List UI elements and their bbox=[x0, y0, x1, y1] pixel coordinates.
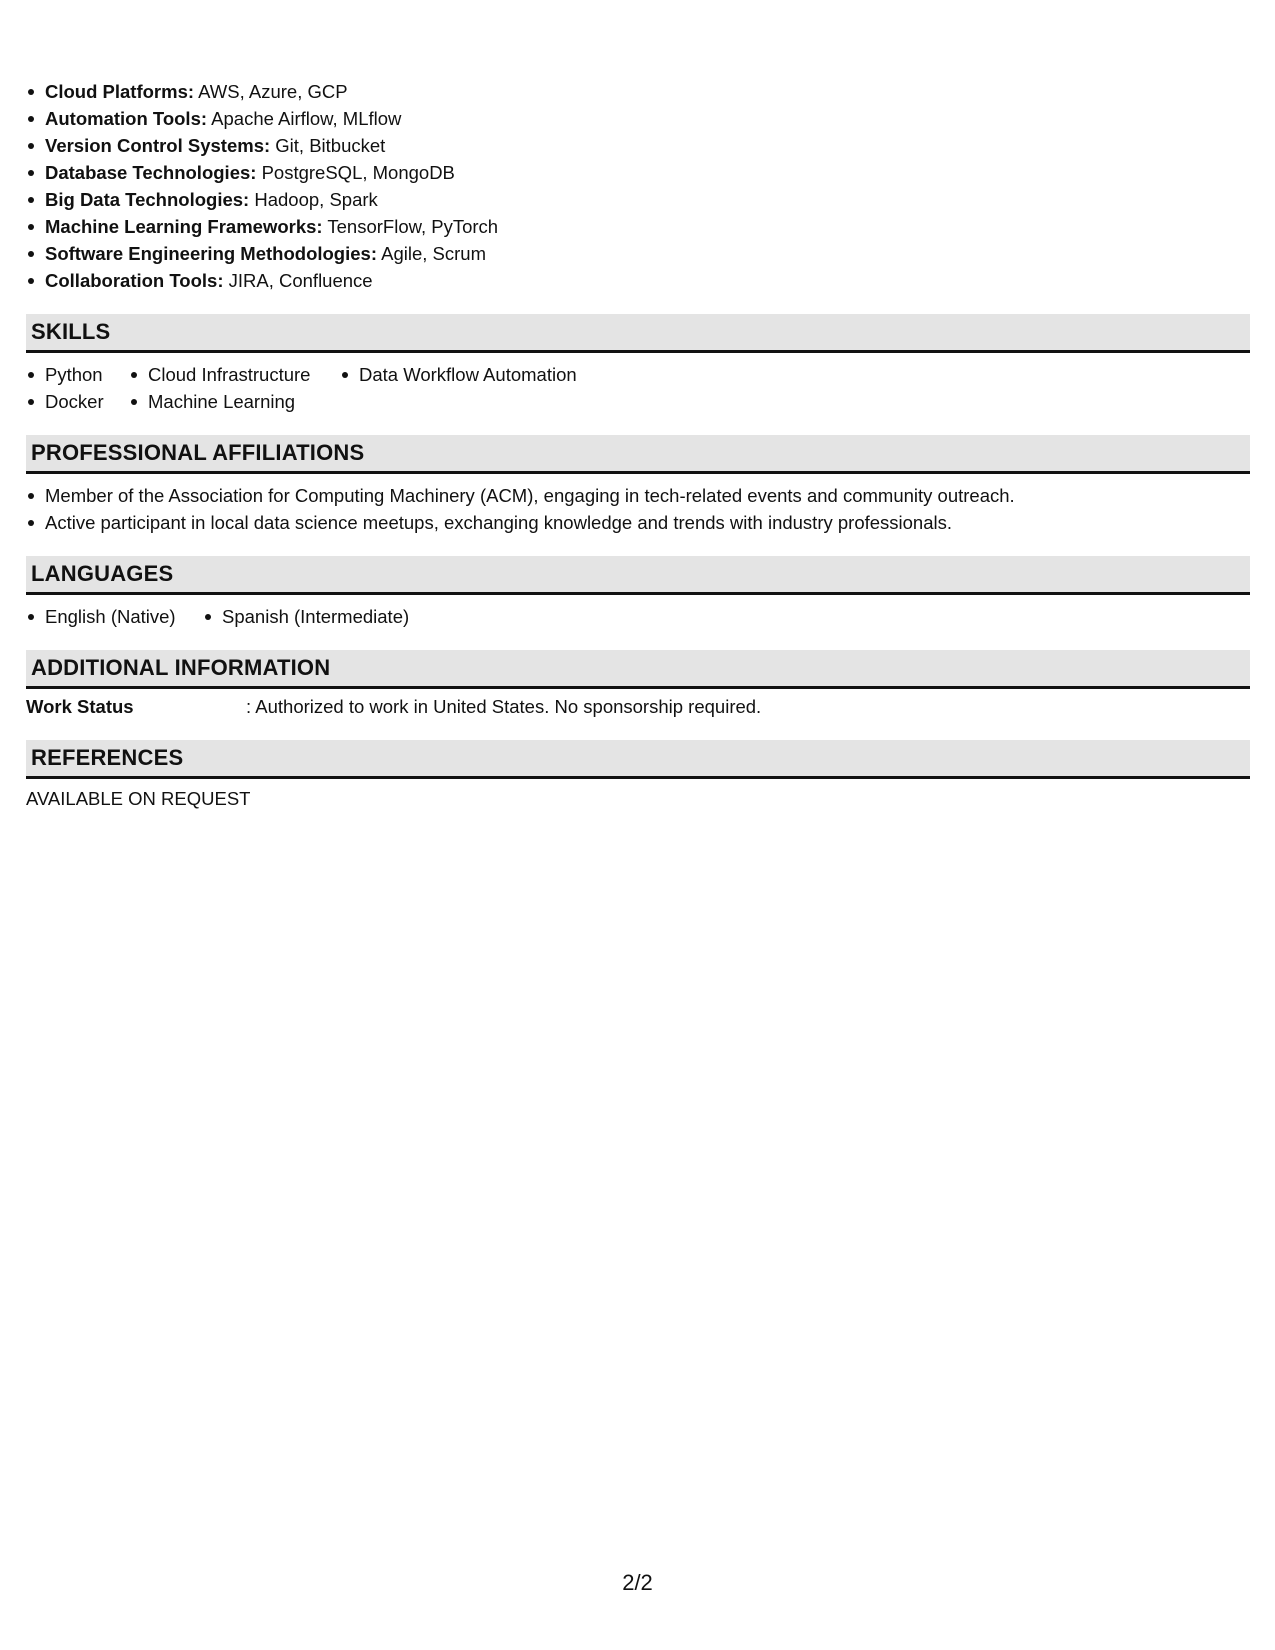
work-status-row bbox=[26, 693, 1250, 720]
tech-value: Apache Airflow, MLflow bbox=[207, 108, 402, 129]
section-title: PROFESSIONAL AFFILIATIONS bbox=[31, 440, 365, 465]
tech-label: Cloud Platforms: bbox=[45, 81, 195, 102]
tech-item-big-data bbox=[26, 186, 1250, 213]
resume-page bbox=[26, 78, 1250, 812]
skill-item: Machine Learning bbox=[129, 388, 340, 415]
tech-label: Big Data Technologies: bbox=[45, 189, 250, 210]
work-status-value: : Authorized to work in United States. No sponsorship required. bbox=[246, 696, 762, 717]
affiliations-section-header bbox=[26, 435, 1250, 474]
tech-label: Machine Learning Frameworks: bbox=[45, 216, 323, 237]
tech-label: Automation Tools: bbox=[45, 108, 208, 129]
section-title: REFERENCES bbox=[31, 745, 184, 770]
references-text: AVAILABLE ON REQUEST bbox=[26, 788, 251, 809]
references-section-header bbox=[26, 740, 1250, 779]
tech-value: PostgreSQL, MongoDB bbox=[256, 162, 455, 183]
tech-value: Hadoop, Spark bbox=[249, 189, 378, 210]
tech-value: AWS, Azure, GCP bbox=[194, 81, 348, 102]
tech-item-version-control bbox=[26, 132, 1250, 159]
skill-item: Cloud Infrastructure bbox=[129, 361, 340, 388]
tech-value: JIRA, Confluence bbox=[223, 270, 373, 291]
additional-info-section-header bbox=[26, 650, 1250, 689]
skills-section-header bbox=[26, 314, 1250, 353]
affiliations-list bbox=[26, 482, 1250, 536]
skills-list bbox=[26, 361, 1250, 415]
languages-section-header bbox=[26, 556, 1250, 595]
tech-item-methodologies bbox=[26, 240, 1250, 267]
tech-item-automation-tools bbox=[26, 105, 1250, 132]
tech-value: Agile, Scrum bbox=[377, 243, 486, 264]
technologies-list bbox=[26, 78, 1250, 294]
language-item: Spanish (Intermediate) bbox=[203, 603, 409, 630]
tech-item-ml-frameworks bbox=[26, 213, 1250, 240]
tech-value: TensorFlow, PyTorch bbox=[322, 216, 499, 237]
tech-label: Database Technologies: bbox=[45, 162, 257, 183]
tech-label: Software Engineering Methodologies: bbox=[45, 243, 377, 264]
languages-list bbox=[26, 603, 1250, 630]
section-title: ADDITIONAL INFORMATION bbox=[31, 655, 331, 680]
tech-label: Version Control Systems: bbox=[45, 135, 271, 156]
tech-item-cloud-platforms bbox=[26, 78, 1250, 105]
work-status-label: Work Status bbox=[26, 696, 134, 717]
tech-item-collaboration bbox=[26, 267, 1250, 294]
affiliation-item: Active participant in local data science meetups, exchanging knowledge and trends with industry professionals. bbox=[26, 509, 1250, 536]
affiliation-item: Member of the Association for Computing Machinery (ACM), engaging in tech-related events and community outreach. bbox=[26, 482, 1250, 509]
language-item: English (Native) bbox=[26, 603, 203, 630]
tech-value: Git, Bitbucket bbox=[270, 135, 386, 156]
skill-item: Data Workflow Automation bbox=[340, 361, 1250, 388]
skill-item: Python bbox=[26, 361, 129, 388]
skill-item: Docker bbox=[26, 388, 129, 415]
section-title: LANGUAGES bbox=[31, 561, 174, 586]
tech-item-database bbox=[26, 159, 1250, 186]
page-number: 2/2 bbox=[622, 1570, 653, 1595]
tech-label: Collaboration Tools: bbox=[45, 270, 224, 291]
section-title: SKILLS bbox=[31, 319, 111, 344]
